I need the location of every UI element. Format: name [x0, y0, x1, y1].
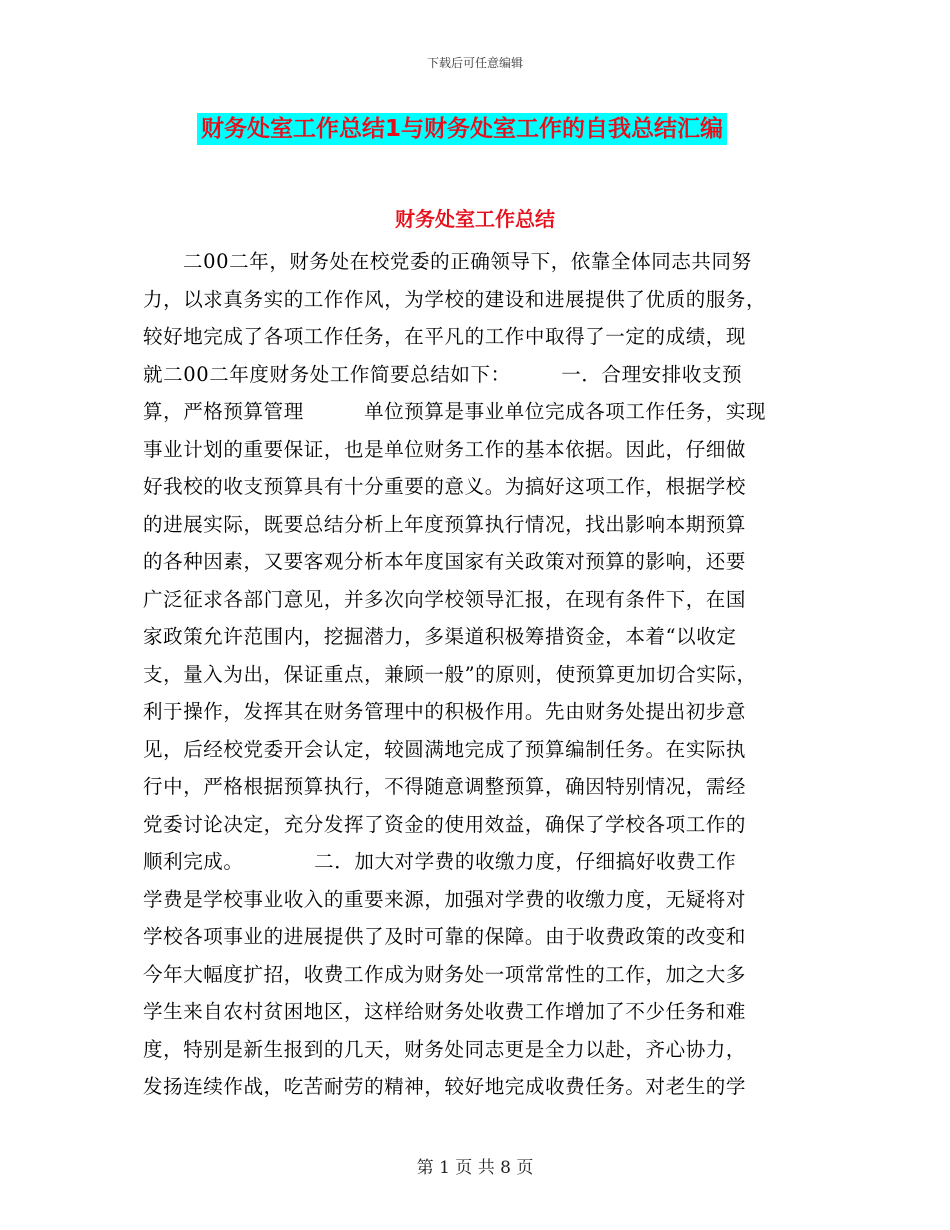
page-number-footer: 第 1 页 共 8 页 — [416, 1158, 534, 1178]
body-line: 力，以求真务实的工作作风，为学校的建设和进展提供了优质的服务， — [143, 287, 767, 311]
document-title: 财务处室工作总结1与财务处室工作的自我总结汇编 — [197, 113, 727, 145]
body-line: 的进展实际，既要总结分析上年度预算执行情况，找出影响本期预算 — [143, 512, 747, 536]
body-line: 学生来自农村贫困地区，这样给财务处收费工作增加了不少任务和难 — [143, 1000, 747, 1023]
body-line: 学校各项事业的进展提供了及时可靠的保障。由于收费政策的改变和 — [143, 925, 747, 948]
body-line: 算，严格预算管理 单位预算是事业单位完成各项工作任务，实现 — [143, 400, 767, 423]
body-line: 党委讨论决定，充分发挥了资金的使用效益，确保了学校各项工作的 — [143, 812, 747, 836]
body-line: 顺利完成。 二．加大对学费的收缴力度，仔细搞好收费工作 — [143, 850, 737, 873]
body-line: 的各种因素，又要客观分析本年度国家有关政策对预算的影响，还要 — [143, 550, 747, 573]
body-text — [143, 243, 808, 1106]
header-note: 下载后可任意编辑 — [426, 56, 523, 70]
body-line: 学费是学校事业收入的重要来源，加强对学费的收缴力度，无疑将对 — [143, 887, 747, 911]
body-line: 事业计划的重要保证，也是单位财务工作的基本依据。因此，仔细做 — [143, 437, 747, 461]
body-line: 发扬连续作战，吃苦耐劳的精神，较好地完成收费任务。对老生的学 — [143, 1075, 747, 1098]
body-line: 较好地完成了各项工作任务，在平凡的工作中取得了一定的成绩，现 — [143, 325, 747, 348]
body-line: 今年大幅度扩招，收费工作成为财务处一项常常性的工作，加之大多 — [143, 962, 747, 986]
body-line: 支，量入为出，保证重点，兼顾一般”的原则，使预算更加切合实际， — [143, 662, 757, 686]
body-line: 就二00二年度财务处工作简要总结如下： 一．合理安排收支预 — [143, 362, 743, 386]
body-line: 度，特别是新生报到的几天，财务处同志更是全力以赴，齐心协力， — [143, 1037, 747, 1061]
section-title: 财务处室工作总结 — [395, 207, 555, 231]
body-line: 利于操作，发挥其在财务管理中的积极作用。先由财务处提出初步意 — [143, 700, 747, 723]
body-line: 好我校的收支预算具有十分重要的意义。为搞好这项工作，根据学校 — [143, 475, 747, 498]
body-line: 见，后经校党委开会认定，较圆满地完成了预算编制任务。在实际执 — [143, 737, 747, 761]
body-line: 行中，严格根据预算执行，不得随意调整预算，确因特别情况，需经 — [143, 775, 747, 798]
body-line: 二00二年，财务处在校党委的正确领导下，依靠全体同志共同努 — [183, 250, 752, 273]
body-line: 家政策允许范围内，挖掘潜力，多渠道积极筹措资金，本着“以收定 — [143, 625, 737, 648]
body-line: 广泛征求各部门意见，并多次向学校领导汇报，在现有条件下，在国 — [143, 587, 747, 611]
